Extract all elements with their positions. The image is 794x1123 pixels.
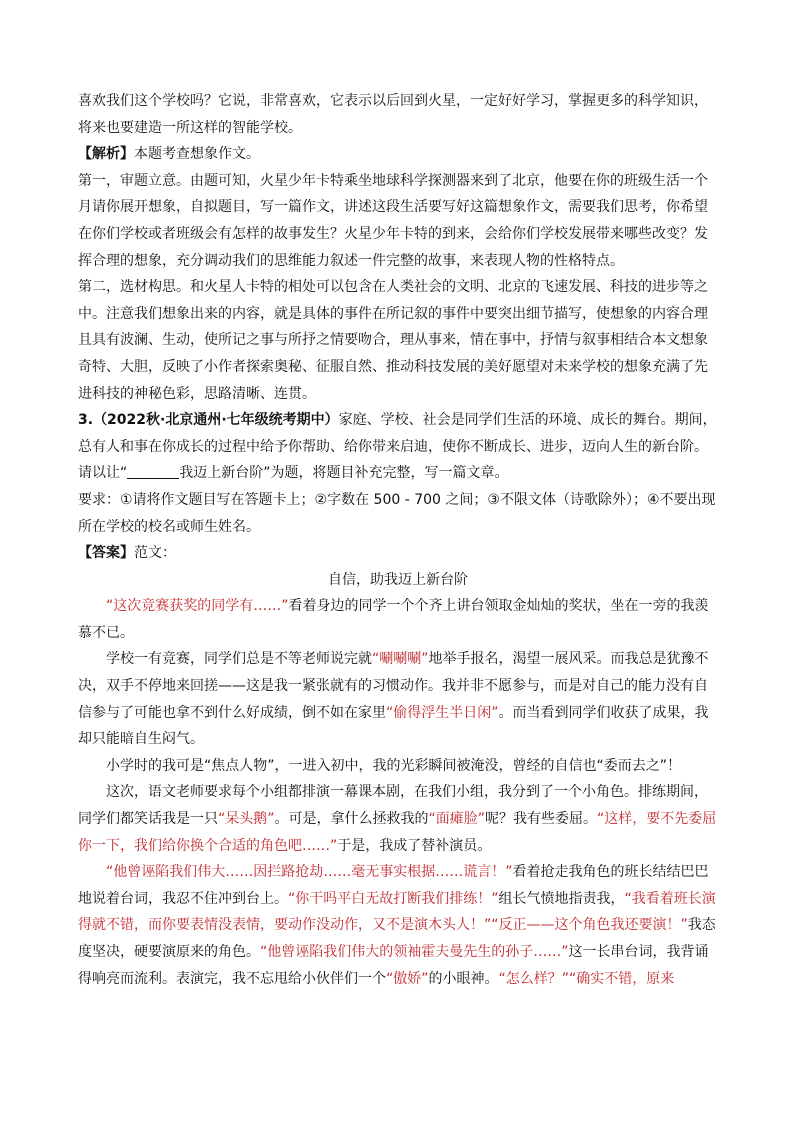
analysis-intro: 本题考查想象作文。 xyxy=(134,146,260,163)
question-prompt xyxy=(78,460,718,487)
essay-title: 自信，助我迈上新台阶 xyxy=(328,571,468,588)
title-blank xyxy=(127,462,179,479)
question-number: 3. xyxy=(78,412,94,429)
previous-answer-paragraph: 喜欢我们这个学校吗？它说，非常喜欢，它表示以后回到火星，一定好好学习，掌握更多的科学知识，将来也要建造一所这样的智能学校。 xyxy=(78,93,708,136)
prompt-before: 请以让“ xyxy=(78,465,128,482)
analysis-paragraph-1: 第一，审题立意。由题可知，火星少年卡特乘坐地球科学探测器来到了北京，他要在你的班级生活一个月请你展开想象，自拟题目，写一篇作文，讲述这段生活要写好这篇想象作文，需要我们思考，你希望在你们学校或者班级会有怎样的故事发生？火星少年卡特的到来，会给你们学校发展带来哪些改变？发挥合理的想象，充分调动我们的思维能力叙述一件完整的故事，来表现人物的性格特点。 xyxy=(78,172,708,269)
essay-paragraph-4: 这次，语文老师要求每个小组都排演一幕课本剧，在我们小组，我分到了一个小角色。排练期间，同学们都笑话我是一只“呆头鹅”。可是，拿什么拯救我的“面瘫脸”呢？我有些委屈。“这样，要不先委屈你一下，我们给你换个合适的角色吧……”于是，我成了替补演员。 xyxy=(78,784,717,854)
essay-paragraph-2: 学校一有竞赛，同学们总是不等老师说完就“唰唰唰”地举手报名，渴望一展风采。而我总是犹豫不决，双手不停地来回搓——这是我一紧张就有的习惯动作。我并非不愿参与，而是对自己的能力没有自信参与了可能也拿不到什么好成绩，倒不如在家里“偷得浮生半日闲”。而当看到同学们收获了成果，我却只能暗自生闷气。 xyxy=(78,651,709,748)
answer-label: 【答案】 xyxy=(78,545,134,562)
analysis-paragraph-2: 第二，选材构思。和火星人卡特的相处可以包含在人类社会的文明、北京的飞速发展、科技的进步等之中。注意我们想象出来的内容，就是具体的事件在所记叙的事件中要突出细节描写，使想象的内容合理且具有波澜、生动，使所记之事与所抒之情要吻合，理从事来，情在事中，抒情与叙事相结合本文想象奇特、大胆，反映了小作者探索奥秘、征服自然、推动科技发展的美好愿望对未来学校的想象充满了先进科技的神秘色彩，思路清晰、连贯。 xyxy=(78,279,708,402)
answer-heading xyxy=(78,540,718,567)
question-3 xyxy=(78,407,718,460)
question-text: 家庭、学校、社会是同学们生活的环境、成长的舞台。期间，总有人和事在你成长的过程中给予你帮助、给你带来启迪，使你不断成长、进步，迈向人生的新台阶。 xyxy=(78,412,717,455)
document-content xyxy=(78,88,718,992)
essay-paragraph-5: “他曾诬陷我们伟大……因拦路抢劫……毫无事实根据……谎言！”看着抢走我角色的班长结结巴巴地说着台词，我忍不住冲到台上。“你干吗平白无故打断我们排练！”组长气愤地指责我，“我看着班长演得就不错，而你要表情没表情，要动作没动作，又不是演木头人！”“反正——这个角色我还要演！”我态度坚决，硬要演原来的角色。“他曾诬陷我们伟大的领袖霍夫曼先生的孙子……”这一长串台词，我背诵得响亮而流利。表演完，我不忘甩给小伙伴们一个“傲娇”的小眼神。“怎么样？”“确实不错，原来 xyxy=(78,864,716,987)
essay-paragraph-3: 小学时的我可是“焦点人物”，一进入初中，我的光彩瞬间被淹没，曾经的自信也“委而去之”！ xyxy=(106,757,682,774)
answer-intro: 范文： xyxy=(134,545,176,562)
analysis-label: 【解析】 xyxy=(78,146,134,163)
analysis-heading xyxy=(78,141,718,168)
prompt-after: 我迈上新台阶”为题，将题目补充完整，写一篇文章。 xyxy=(179,465,509,482)
question-source: （2022秋·北京通州·七年级统考期中） xyxy=(93,412,339,429)
question-requirements: 要求：①请将作文题目写在答题卡上；②字数在 500 - 700 之间；③不限文体（诗歌除外）；④不要出现所在学校的校名或师生姓名。 xyxy=(78,491,716,535)
essay-paragraph-1: “这次竞赛获奖的同学有……”看着身边的同学一个个齐上讲台领取金灿灿的奖状，坐在一旁的我羡慕不已。 xyxy=(78,598,709,641)
